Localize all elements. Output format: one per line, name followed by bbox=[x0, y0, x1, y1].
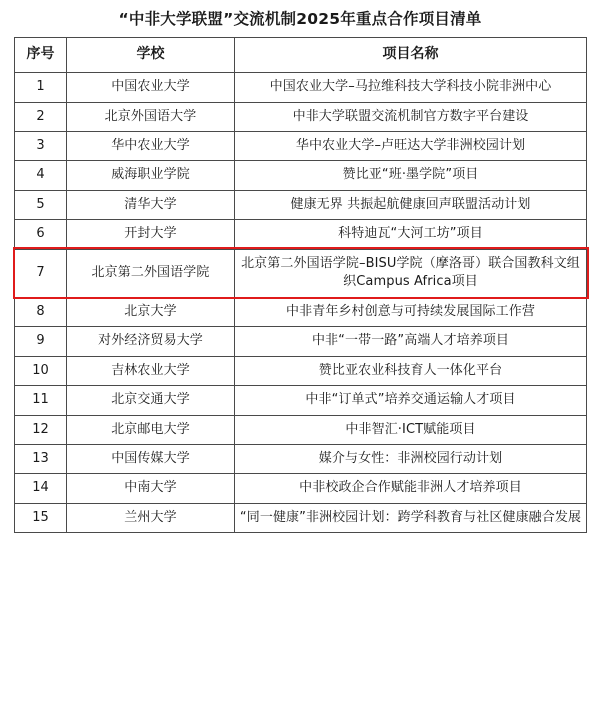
cell-project: 中非大学联盟交流机制官方数字平台建设 bbox=[235, 102, 587, 131]
cell-school: 中国传媒大学 bbox=[67, 445, 235, 474]
table-body bbox=[15, 73, 587, 533]
cell-school: 中南大学 bbox=[67, 474, 235, 503]
cell-project: 中非校政企合作赋能非洲人才培养项目 bbox=[235, 474, 587, 503]
cell-project: 中非“订单式”培养交通运输人才项目 bbox=[235, 386, 587, 415]
cell-project: 媒介与女性：非洲校园行动计划 bbox=[235, 445, 587, 474]
cell-school: 开封大学 bbox=[67, 220, 235, 249]
table-header-row bbox=[15, 38, 587, 73]
cell-no: 14 bbox=[15, 474, 67, 503]
cell-no: 11 bbox=[15, 386, 67, 415]
table-row bbox=[15, 297, 587, 326]
cell-school: 威海职业学院 bbox=[67, 161, 235, 190]
table-row bbox=[15, 327, 587, 356]
cell-no: 10 bbox=[15, 356, 67, 385]
cell-no: 9 bbox=[15, 327, 67, 356]
cell-school: 对外经济贸易大学 bbox=[67, 327, 235, 356]
cell-school: 北京交通大学 bbox=[67, 386, 235, 415]
page-title: “中非大学联盟”交流机制2025年重点合作项目清单 bbox=[118, 10, 482, 28]
column-header-no: 序号 bbox=[15, 38, 67, 73]
cell-no: 6 bbox=[15, 220, 67, 249]
cell-project: 中非智汇·ICT赋能项目 bbox=[235, 415, 587, 444]
table-header bbox=[15, 38, 587, 73]
cell-school: 中国农业大学 bbox=[67, 73, 235, 102]
cell-project: 中非“一带一路”高端人才培养项目 bbox=[235, 327, 587, 356]
cell-no: 5 bbox=[15, 190, 67, 219]
project-listing-table bbox=[14, 37, 587, 533]
table-row bbox=[15, 161, 587, 190]
column-header-school: 学校 bbox=[67, 38, 235, 73]
bottom-spacer bbox=[14, 533, 586, 541]
cell-school: 吉林农业大学 bbox=[67, 356, 235, 385]
cell-no: 8 bbox=[15, 297, 67, 326]
cell-project: 赞比亚“班·墨学院”项目 bbox=[235, 161, 587, 190]
cell-school: 北京邮电大学 bbox=[67, 415, 235, 444]
table-row bbox=[15, 102, 587, 131]
table-row bbox=[15, 503, 587, 532]
cell-project: 北京第二外国语学院–BISU学院（摩洛哥）联合国教科文组织Campus Africa项目 bbox=[235, 249, 587, 297]
cell-school: 北京第二外国语学院 bbox=[67, 249, 235, 297]
cell-project: 科特迪瓦“大河工坊”项目 bbox=[235, 220, 587, 249]
cell-project: “同一健康”非洲校园计划：跨学科教育与社区健康融合发展 bbox=[235, 503, 587, 532]
cell-project: 中非青年乡村创意与可持续发展国际工作营 bbox=[235, 297, 587, 326]
cell-project: 中国农业大学–马拉维科技大学科技小院非洲中心 bbox=[235, 73, 587, 102]
cell-no: 3 bbox=[15, 132, 67, 161]
table-row bbox=[15, 220, 587, 249]
cell-no: 13 bbox=[15, 445, 67, 474]
cell-no: 2 bbox=[15, 102, 67, 131]
table-row bbox=[15, 356, 587, 385]
cell-project: 健康无界 共振起航健康回声联盟活动计划 bbox=[235, 190, 587, 219]
table-row bbox=[15, 386, 587, 415]
cell-no: 1 bbox=[15, 73, 67, 102]
table-row bbox=[15, 132, 587, 161]
cell-no: 12 bbox=[15, 415, 67, 444]
table-row bbox=[15, 474, 587, 503]
cell-school: 北京外国语大学 bbox=[67, 102, 235, 131]
table-row bbox=[15, 415, 587, 444]
cell-project: 赞比亚农业科技育人一体化平台 bbox=[235, 356, 587, 385]
table-row-highlighted bbox=[15, 249, 587, 297]
cell-no: 7 bbox=[15, 249, 67, 297]
cell-school: 兰州大学 bbox=[67, 503, 235, 532]
cell-school: 清华大学 bbox=[67, 190, 235, 219]
cell-school: 北京大学 bbox=[67, 297, 235, 326]
table-row bbox=[15, 73, 587, 102]
column-header-project: 项目名称 bbox=[235, 38, 587, 73]
cell-project: 华中农业大学–卢旺达大学非洲校园计划 bbox=[235, 132, 587, 161]
table-row bbox=[15, 445, 587, 474]
cell-no: 15 bbox=[15, 503, 67, 532]
table-row bbox=[15, 190, 587, 219]
cell-school: 华中农业大学 bbox=[67, 132, 235, 161]
cell-no: 4 bbox=[15, 161, 67, 190]
